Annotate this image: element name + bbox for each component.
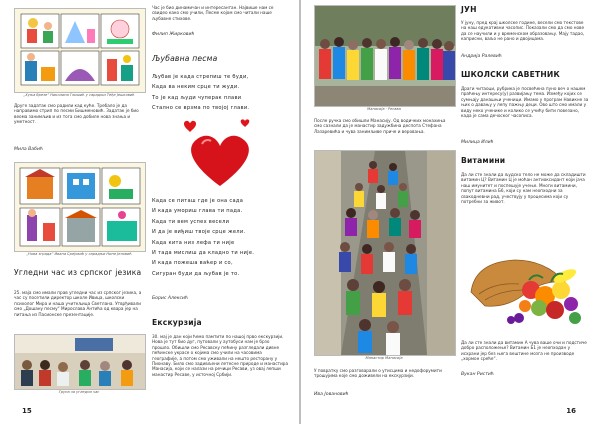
excursion-title: Екскурзија [152,318,202,327]
verse-line: Када ти вем успех весели [152,218,230,225]
drawing-1-signature: Мила Вабић [14,147,43,152]
fruit-cornucopia-illustration [465,232,585,332]
verse-line: Стално се врзма по твојој глави. [152,105,250,112]
serbian-lesson-text: 25. маја смо имали прав угледни час из српског језика, а час су посетили директор школе Ивица, школски психолог Мира и наша учитељица Светлана. Утврђивали смо „Дошану песму“ Мирослава Антића од квара јер на питања из Пасионске презентације. [14,290,142,317]
verse-line: То је кад људи чупеpак плави [152,94,242,101]
return-trip-text: У повратку смо разговарали о утисцима и недофорумити трошујима које смо доживели на екскурзији. [314,368,442,379]
intro-signature: Филип Жирковић [152,32,195,37]
class-photo-image [14,334,146,390]
excursion-signature: Ива Јовановић [314,392,349,397]
verse-line: И када пожеша ваћер и со, [152,260,233,267]
right-page-column-2 [461,0,589,424]
verse-line: Сигуран буди да љубав је то. [152,270,240,277]
love-poem-signature: Борис Алексић [152,296,189,301]
vitamins-signature: Вукан Ристић [461,372,494,377]
group-photo-2-caption: Манастир Манасија [365,356,403,360]
drawing-2-caption: „Нова зграда“ Ивана Срејовић у сарадњи Нине Јеловић [26,252,132,256]
children-drawing-image-1 [14,8,146,93]
group-photo-image-2 [314,150,456,356]
verse-line: Када се питаш где је она сада [152,198,244,204]
excursion-text: 30. мај је дан који ћемо памтити по нашој прво екскурзији. Нова је тут био дуг, путовали у аутобуси нам је брзо прошло. Обишли смо Ресавску пећину разгледали дивне пећинске украсе о којима смо учили на часовима географије, а потом смо уживали на нешто ресторану у Пионаву. Било смо задивљени летесне природе и манастира Манасија, који се налази на речици Ресави, уз овај лепши манастир Ресаве, у источној Србији. [152,334,289,377]
verse-line: И када умориш глава ти пада. [152,208,243,215]
monastery-visit-text: После ручка смо обишли Манасију. Од водичких монахиња смо сазнали да је манастир задужбина деспота Стефана Лазаревића и чува занимљиве приче и веровања. [314,118,446,134]
love-poem-title: Љубавна песма [152,54,218,63]
intro-text: Час је био динамичан и интересантан. Највише нам се свидео како смо учили, Песме којом смо читали наше љубавне стихове. [152,5,274,21]
right-page-column-1 [314,0,454,424]
june-text: У јуну, пред крај школске године, весели смо текстове на наш едукативни часопис. Показали смо да смо нове да се научили и у временском образовању. Мају тадао, каприсни, ваљо не рано и двојицама. [461,20,585,42]
left-page-column-2 [152,0,288,424]
group-photo-image-1 [314,5,456,107]
school-counselor-signature: Милица Илић [461,140,494,145]
school-counselor-text: Драги читаоци, рубрика је посвећена пуно веч о нашем праћењу интересу(у) развијању тема. Између којих се сумњају данашњи ученици. Имамо у програм Навикне за њих о давању у лепу пажњу деци. Ово што смо имали у виду неко ученике и колико се учићу бити повезано, када је сама дечоског часописа. [461,86,589,119]
verse-line: И тада мислиш да кладно ти није. [152,250,255,257]
left-page-column-1 [14,0,144,424]
school-counselor-title: ШКОЛСКИ САВЕТНИК [461,70,560,79]
verse-line: Када ва неким срце ти жуди. [152,84,240,91]
class-photo-caption: Групa за угледни час [58,390,100,394]
vitamins-text: Да ли сте знали да људско тело не може да складишти витамин Ц? Витамин Ц је моћан антиоксидант који јача наш имунитет и поспешује учење. Многи витамини, попут витамина Б6, који су нам неопходни за свакодневни рад, учествују у процесима који су потребни за живот. [461,172,586,205]
verse-line: Љубав је када стрепиш те буди, [152,74,249,80]
verse-line: И да је виђиш твоје срце жели. [152,229,246,236]
children-drawing-image-2 [14,162,146,252]
verse-line: Када кита низ лефа ти није [152,239,235,246]
june-title: ЈУН [461,5,477,14]
group-photo-1-caption: Манасија · Ресава [367,107,401,111]
right-page [301,0,600,424]
right-page-number: 16 [566,407,576,415]
serbian-lesson-title: Угледни час из српског језика [14,268,142,277]
drawing-1-text: Друге задатак смо радили кад куће. Требало је да направимо стрип по песми Бишменовић. Задатак је био веома занимљив и из тога смо добиле нова знања и уметност. [14,103,139,125]
drawing-1-caption: „Хуња брезе“ Николина Глишић у сарадњи Теђе Јешковић [23,93,135,97]
love-poem-verses-1 [152,72,288,114]
vitamins-text-2: Да ли сте знали да витамин А чува ваше очи и подстиче добро расположење? Витамин Б1 је неопходан у исхрани јер без њега вештине мозга не производе „хормон среће“. [461,340,587,362]
left-page [0,0,299,424]
love-poem-verses-2 [152,196,288,279]
vitamins-title: Витамини [461,156,506,165]
june-signature: Андријa Ралевић [461,54,502,59]
left-page-number: 15 [22,407,32,415]
hearts-illustration [180,118,260,192]
